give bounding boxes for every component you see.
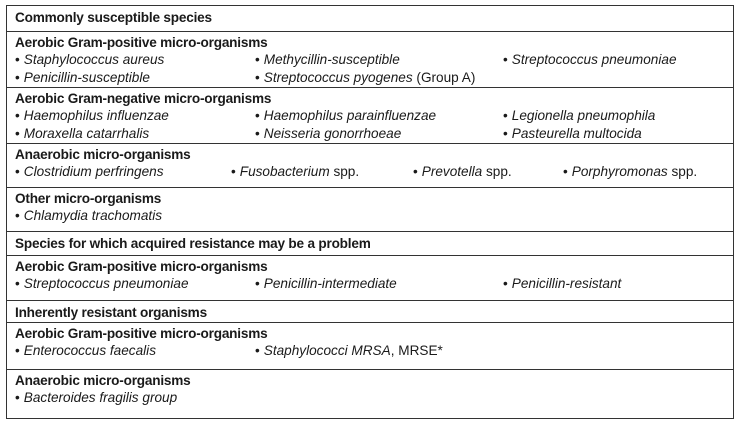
bullet-icon: •	[15, 108, 20, 123]
section-header: Aerobic Gram-positive micro-organisms	[15, 259, 268, 274]
species-row	[15, 51, 733, 69]
species-name: Streptococcus pneumoniae	[23, 276, 189, 291]
bullet-icon: •	[503, 108, 508, 123]
section-other	[7, 187, 733, 231]
susceptibility-table	[6, 5, 734, 419]
bullet-icon: •	[563, 164, 568, 179]
section-aerobic-gram-positive-inherent	[7, 322, 733, 369]
bullet-icon: •	[503, 126, 508, 141]
species-name: Chlamydia trachomatis	[23, 208, 163, 223]
species-item	[15, 51, 164, 69]
species-item	[255, 51, 400, 69]
species-item	[255, 342, 443, 360]
species-name: Bacteroides fragilis group	[23, 390, 178, 405]
bullet-icon: •	[503, 52, 508, 67]
species-row	[15, 163, 733, 181]
species-item	[231, 163, 359, 181]
species-qualifier: spp.	[329, 164, 360, 179]
bullet-icon: •	[255, 108, 260, 123]
species-name: Staphylococcus aureus	[23, 52, 165, 67]
species-qualifier: , MRSE*	[390, 343, 443, 358]
bullet-icon: •	[255, 126, 260, 141]
species-item	[15, 207, 162, 225]
species-row	[15, 207, 733, 225]
bullet-icon: •	[15, 126, 20, 141]
species-name: Haemophilus parainfluenzae	[263, 108, 437, 123]
section-acquired-resistance	[7, 231, 733, 255]
section-aerobic-gram-positive-resistance	[7, 255, 733, 300]
section-header: Inherently resistant organisms	[15, 305, 207, 320]
section-inherently-resistant	[7, 300, 733, 322]
section-commonly-susceptible	[7, 6, 733, 31]
section-anaerobic-inherent	[7, 369, 733, 417]
species-name: Streptococcus pyogenes	[263, 70, 413, 85]
section-header: Other micro-organisms	[15, 191, 162, 206]
section-header: Anaerobic micro-organisms	[15, 147, 191, 162]
section-header: Aerobic Gram-positive micro-organisms	[15, 326, 268, 341]
species-name: Penicillin-susceptible	[23, 70, 150, 85]
species-name: Staphylococci MRSA	[263, 343, 391, 358]
species-item	[15, 125, 149, 143]
species-item	[255, 107, 436, 125]
species-qualifier: spp.	[482, 164, 512, 179]
bullet-icon: •	[15, 276, 20, 291]
bullet-icon: •	[231, 164, 236, 179]
bullet-icon: •	[15, 52, 20, 67]
species-item	[15, 163, 164, 181]
species-name: Legionella pneumophila	[511, 108, 656, 123]
bullet-icon: •	[413, 164, 418, 179]
species-qualifier: spp.	[667, 164, 698, 179]
bullet-icon: •	[255, 276, 260, 291]
species-item	[563, 163, 697, 181]
species-name: Methycillin-susceptible	[263, 52, 400, 67]
section-header: Aerobic Gram-negative micro-organisms	[15, 91, 272, 106]
species-item	[503, 107, 655, 125]
species-row	[15, 125, 733, 143]
section-anaerobic	[7, 143, 733, 187]
section-aerobic-gram-negative	[7, 87, 733, 143]
species-item	[15, 275, 189, 293]
species-item	[255, 275, 397, 293]
species-item	[15, 342, 156, 360]
species-item	[503, 125, 642, 143]
species-name: Enterococcus faecalis	[23, 343, 156, 358]
species-row	[15, 389, 733, 407]
bullet-icon: •	[15, 390, 20, 405]
species-item	[255, 125, 401, 143]
species-name: Penicillin-resistant	[511, 276, 622, 291]
species-name: Penicillin-intermediate	[263, 276, 397, 291]
species-name: Clostridium perfringens	[23, 164, 164, 179]
bullet-icon: •	[255, 52, 260, 67]
species-qualifier: (Group A)	[412, 70, 476, 85]
bullet-icon: •	[503, 276, 508, 291]
species-item	[503, 51, 677, 69]
species-item	[413, 163, 512, 181]
species-name: Prevotella	[421, 164, 483, 179]
section-header: Commonly susceptible species	[15, 10, 212, 25]
species-row	[15, 69, 733, 87]
bullet-icon: •	[15, 343, 20, 358]
bullet-icon: •	[255, 70, 260, 85]
species-row	[15, 275, 733, 293]
species-row	[15, 342, 733, 360]
section-header: Species for which acquired resistance may be a problem	[15, 236, 371, 251]
bullet-icon: •	[255, 343, 260, 358]
species-name: Neisseria gonorrhoeae	[263, 126, 402, 141]
species-item	[15, 69, 150, 87]
species-name: Streptococcus pneumoniae	[511, 52, 677, 67]
species-item	[503, 275, 621, 293]
bullet-icon: •	[15, 208, 20, 223]
species-name: Haemophilus influenzae	[23, 108, 169, 123]
species-name: Moraxella catarrhalis	[23, 126, 150, 141]
section-header: Anaerobic micro-organisms	[15, 373, 191, 388]
section-aerobic-gram-positive	[7, 31, 733, 87]
bullet-icon: •	[15, 164, 20, 179]
species-row	[15, 107, 733, 125]
species-name: Porphyromonas	[571, 164, 668, 179]
bullet-icon: •	[15, 70, 20, 85]
species-name: Pasteurella multocida	[511, 126, 642, 141]
species-item	[255, 69, 475, 87]
species-item	[15, 107, 169, 125]
section-header: Aerobic Gram-positive micro-organisms	[15, 35, 268, 50]
species-item	[15, 389, 177, 407]
species-name: Fusobacterium	[239, 164, 330, 179]
